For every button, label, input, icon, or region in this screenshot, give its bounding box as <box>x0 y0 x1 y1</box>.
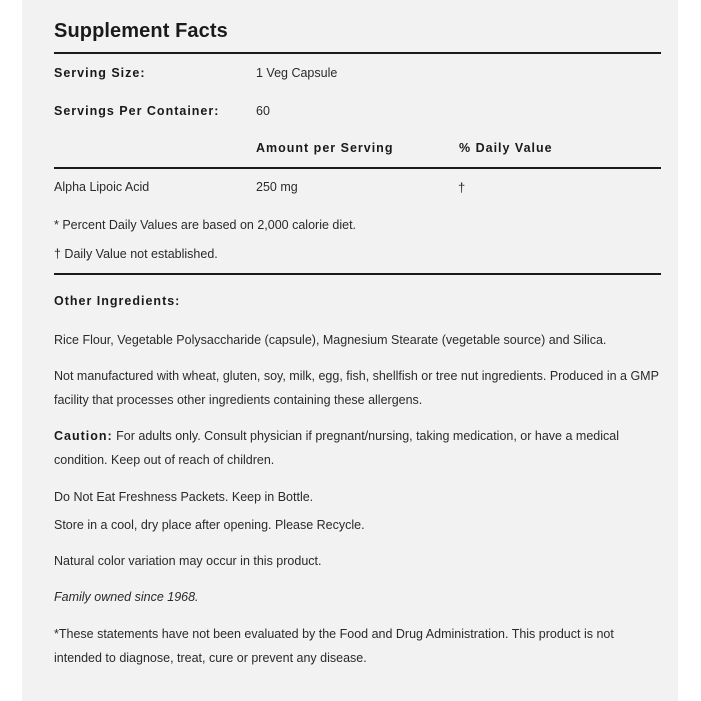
caution-text: For adults only. Consult physician if pregnant/nursing, taking medication, or have a medical condition. Keep out of reach of children. <box>54 429 619 467</box>
amount-per-serving-header: Amount per Serving <box>256 141 394 155</box>
other-ingredients-text: Rice Flour, Vegetable Polysaccharide (capsule), Magnesium Stearate (vegetable source) and Silica. <box>54 333 607 347</box>
daily-value-header: % Daily Value <box>459 141 553 155</box>
servings-per-container-label: Servings Per Container: <box>54 104 220 118</box>
servings-per-container-value: 60 <box>256 104 270 118</box>
family-owned-statement: Family owned since 1968. <box>54 590 199 604</box>
allergen-statement: Not manufactured with wheat, gluten, soy, milk, egg, fish, shellfish or tree nut ingredients. Produced in a GMP facility that processes other ingredients containing these allergens. <box>54 369 659 407</box>
color-variation-statement: Natural color variation may occur in this product. <box>54 554 322 568</box>
not-established-footnote: † Daily Value not established. <box>54 247 218 261</box>
caution-statement <box>54 424 661 472</box>
page-title: Supplement Facts <box>54 20 228 42</box>
facts-bottom-divider <box>54 273 661 275</box>
nutrient-daily-value: † <box>458 180 466 195</box>
serving-size-label: Serving Size: <box>54 66 146 80</box>
storage-statement: Store in a cool, dry place after opening. Please Recycle. <box>54 518 365 532</box>
table-header-divider <box>54 167 661 169</box>
freshness-statement: Do Not Eat Freshness Packets. Keep in Bottle. <box>54 490 314 504</box>
serving-size-value: 1 Veg Capsule <box>256 66 338 80</box>
fda-disclaimer: *These statements have not been evaluated by the Food and Drug Administration. This product is not intended to diagnose, treat, cure or prevent any disease. <box>54 627 614 665</box>
nutrient-name: Alpha Lipoic Acid <box>54 180 150 194</box>
percent-dv-footnote: * Percent Daily Values are based on 2,000 calorie diet. <box>54 218 357 232</box>
other-ingredients-label: Other Ingredients: <box>54 294 181 308</box>
nutrient-amount: 250 mg <box>256 180 298 194</box>
title-divider <box>54 52 661 54</box>
caution-label: Caution: <box>54 429 113 443</box>
